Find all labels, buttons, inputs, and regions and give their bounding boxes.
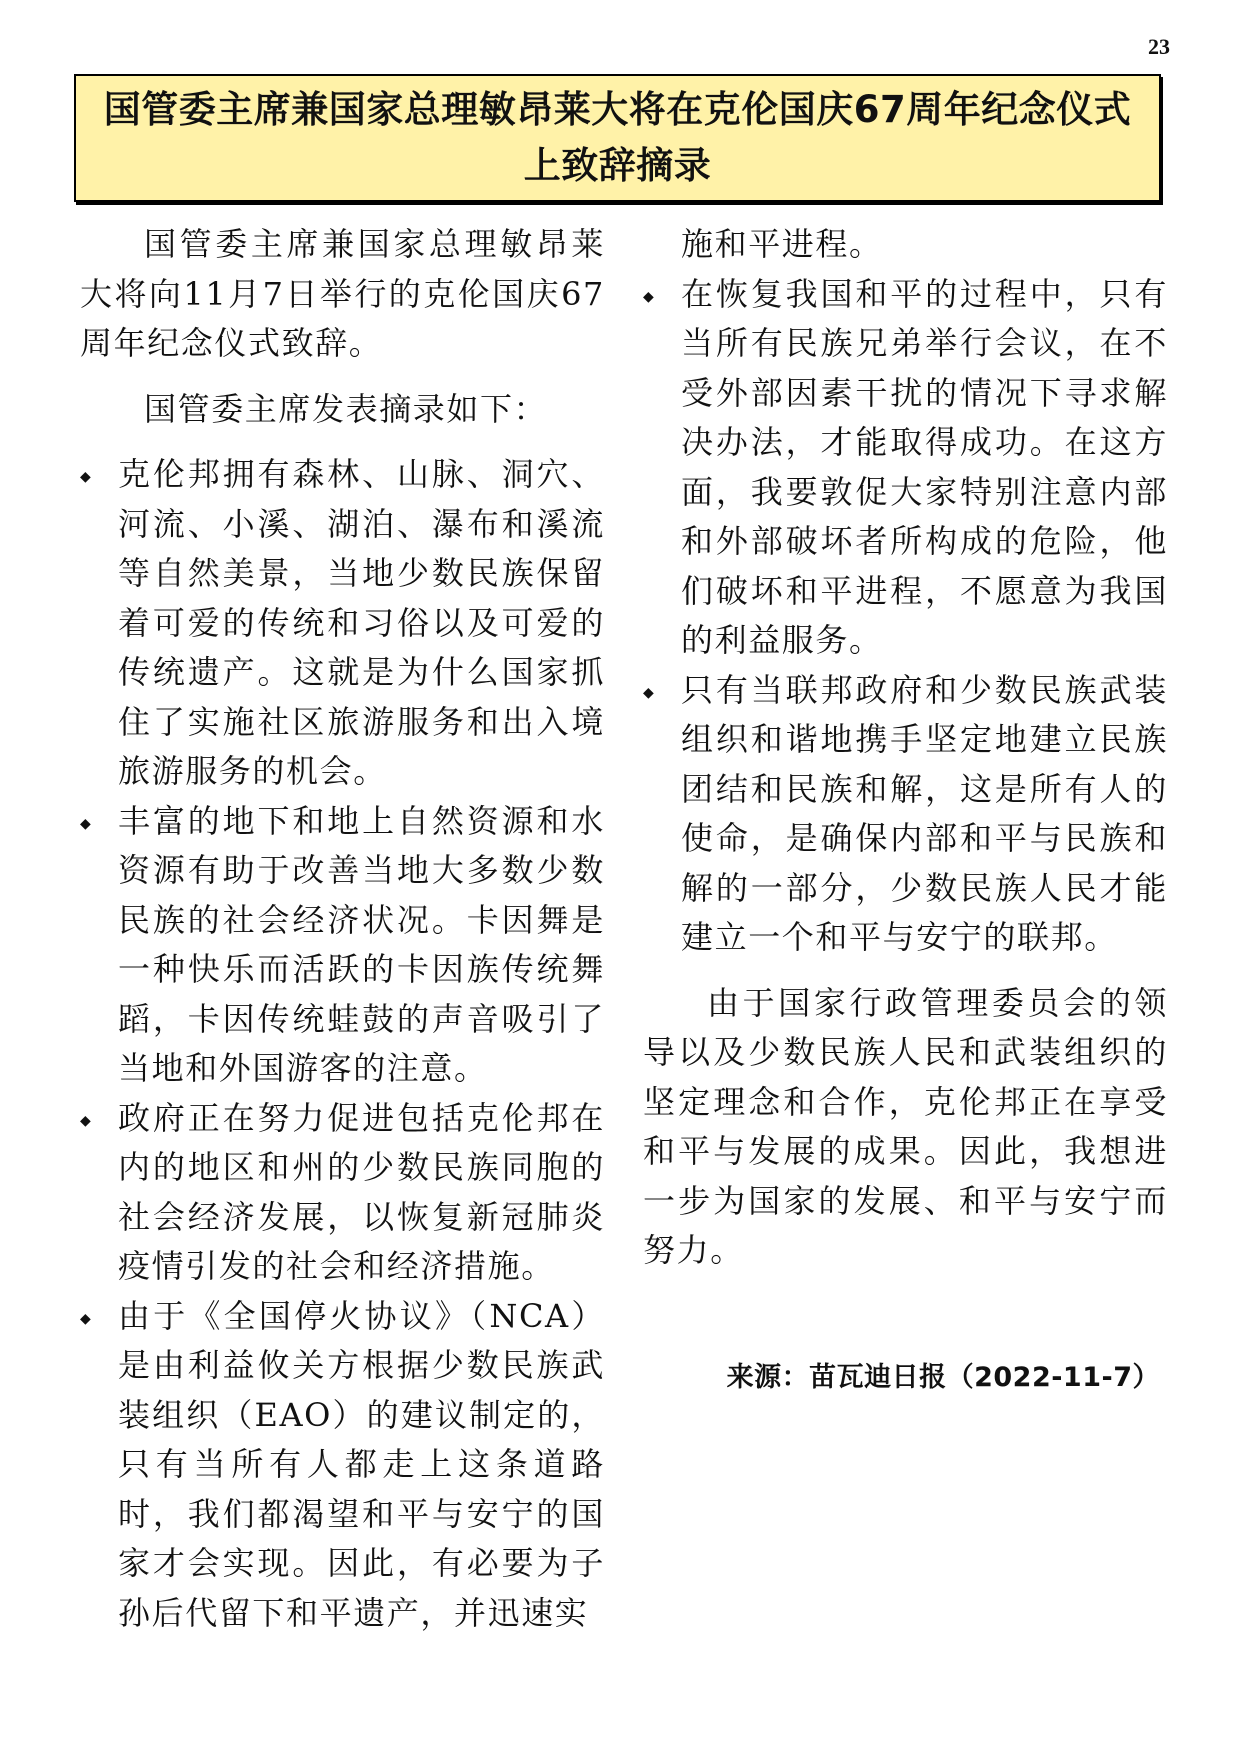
diamond-bullet-icon: ◆ <box>80 815 91 832</box>
lead-paragraph: 国管委主席发表摘录如下： <box>144 389 548 428</box>
diamond-bullet-icon: ◆ <box>80 469 91 485</box>
conclusion-paragraph: 由于国家行政管理委员会的领导以及少数民族人民和武装组织的坚定理念和合作，克伦邦正在享受和平与发展的成果。因此，我想进一步为国家的发展、和平与安宁而努力。 <box>643 983 1168 1269</box>
article-title: 国管委主席兼国家总理敏昂莱大将在克伦国庆67周年纪念仪式上致辞摘录 <box>103 88 1132 187</box>
source-citation: 来源：苗瓦迪日报（2022-11-7） <box>726 1362 1160 1393</box>
diamond-bullet-icon: ◆ <box>80 1112 91 1129</box>
diamond-bullet-icon: ◆ <box>643 684 654 701</box>
diamond-bullet-icon: ◆ <box>80 1310 91 1327</box>
intro-paragraph: 国管委主席兼国家总理敏昂莱大将向11月7日举行的克伦国庆67周年纪念仪式致辞。 <box>80 225 605 362</box>
list-item <box>80 1094 605 1292</box>
title-box <box>74 74 1161 202</box>
right-column <box>643 220 1168 1276</box>
bullet-text: 丰富的地下和地上自然资源和水资源有助于改善当地大多数少数民族的社会经济状况。卡因舞是一种快乐而活跃的卡因族传统舞蹈，卡因传统蛙鼓的声音吸引了当地和外国游客的注意。 <box>118 801 605 1087</box>
page-number: 23 <box>1148 34 1170 59</box>
list-item <box>643 666 1168 963</box>
list-item <box>80 797 605 1094</box>
bullet-text: 只有当联邦政府和少数民族武装组织和谐地携手坚定地建立民族团结和民族和解，这是所有人的使命，是确保内部和平与民族和解的一部分，少数民族人民才能建立一个和平与安宁的联邦。 <box>681 670 1168 956</box>
bullet-continuation: 施和平进程。 <box>681 225 883 263</box>
list-item <box>80 1292 605 1639</box>
bullet-text: 克伦邦拥有森林、山脉、洞穴、河流、小溪、湖泊、瀑布和溪流等自然美景，当地少数民族保留着可爱的传统和习俗以及可爱的传统遗产。这就是为什么国家抓住了实施社区旅游服务和出入境旅游服务的机会。 <box>118 455 605 790</box>
bullet-text: 由于《全国停火协议》（NCA）是由利益攸关方根据少数民族武装组织（EAO）的建议制定的，只有当所有人都走上这条道路时，我们都渴望和平与安宁的国家才会实现。因此，有必要为子孙后代留下和平遗产，并迅速实 <box>118 1296 605 1632</box>
list-item <box>80 450 605 797</box>
bullet-list-right <box>643 270 1168 963</box>
bullet-text: 在恢复我国和平的过程中，只有当所有民族兄弟举行会议，在不受外部因素干扰的情况下寻求解决办法，才能取得成功。在这方面，我要敦促大家特别注意内部和外部破坏者所构成的危险，他们破坏和平进程，不愿意为我国的利益服务。 <box>681 274 1168 659</box>
list-item <box>643 270 1168 666</box>
bullet-list-left <box>80 450 605 1638</box>
bullet-text: 政府正在努力促进包括克伦邦在内的地区和州的少数民族同胞的社会经济发展，以恢复新冠肺炎疫情引发的社会和经济措施。 <box>118 1098 605 1285</box>
left-column <box>80 220 605 1638</box>
diamond-bullet-icon: ◆ <box>643 288 654 305</box>
